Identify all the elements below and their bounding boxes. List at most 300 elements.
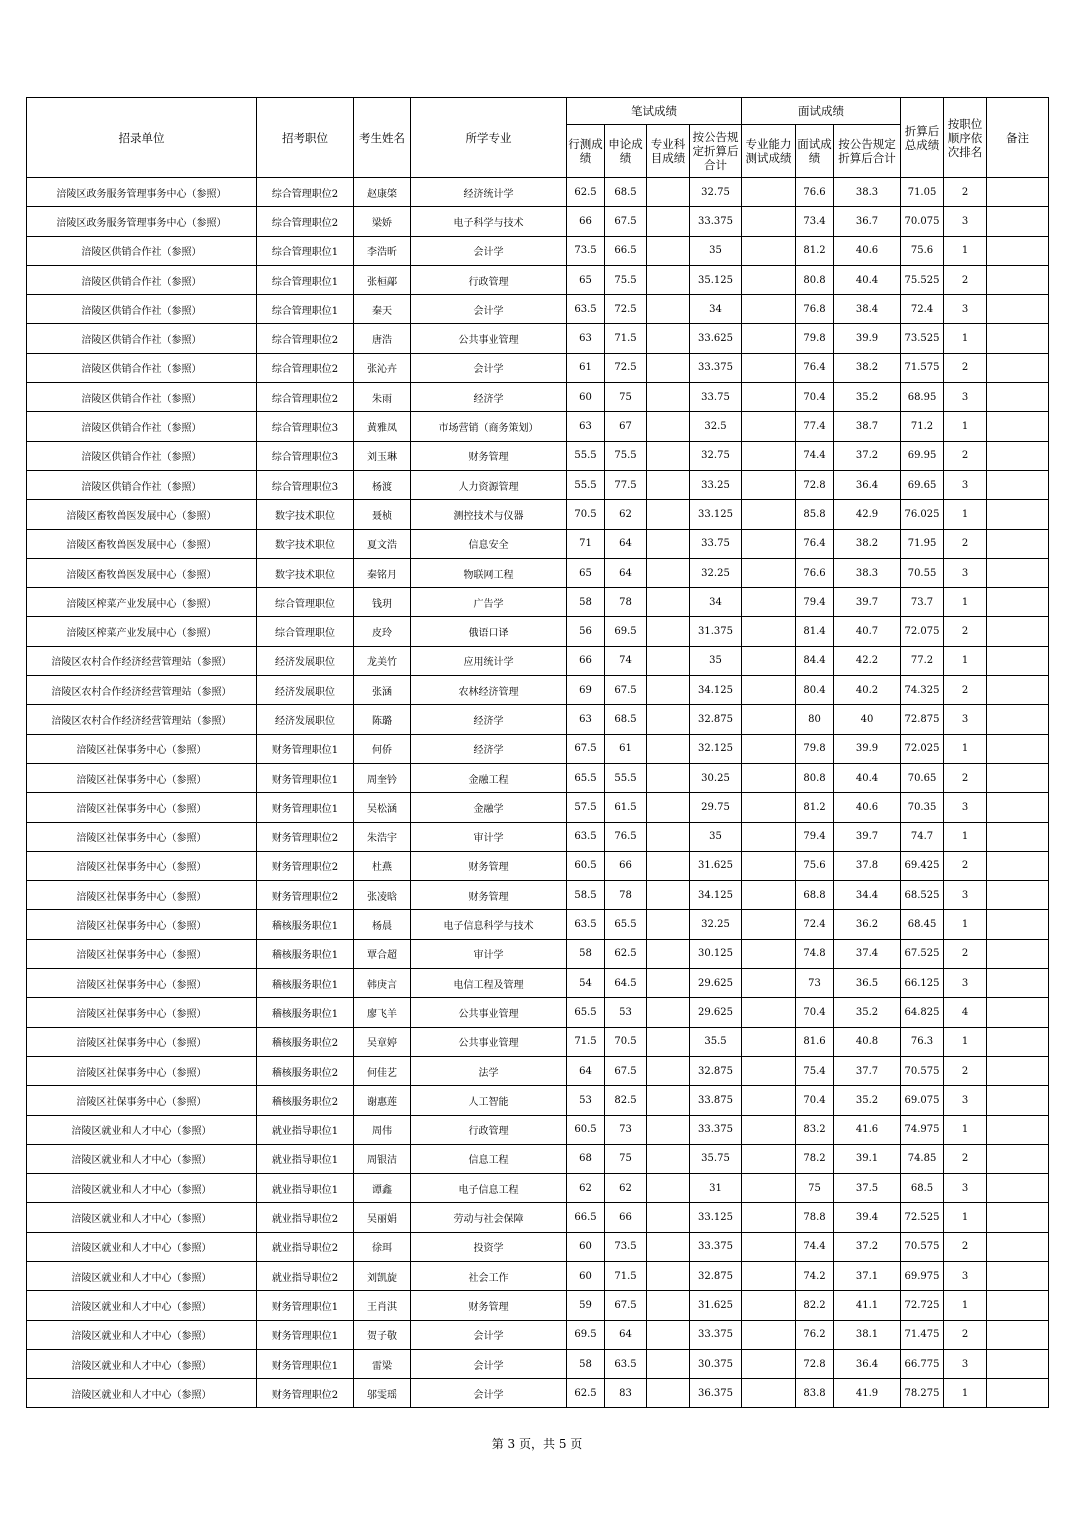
interview-cell: 76.4 xyxy=(796,353,834,382)
rank-cell: 3 xyxy=(944,705,987,734)
name-cell: 张桓鄗 xyxy=(354,265,411,294)
written-total-cell: 30.375 xyxy=(690,1349,742,1378)
ability-cell xyxy=(742,822,796,851)
name-cell: 吴章婷 xyxy=(354,1027,411,1056)
name-cell: 钱玥 xyxy=(354,588,411,617)
total-cell: 71.575 xyxy=(901,353,944,382)
xingce-cell: 62.5 xyxy=(567,178,605,207)
shenlun-cell: 67 xyxy=(605,412,647,441)
subject-cell xyxy=(647,1056,690,1085)
total-cell: 73.7 xyxy=(901,588,944,617)
interview-total-cell: 35.2 xyxy=(834,998,901,1027)
interview-cell: 81.2 xyxy=(796,236,834,265)
interview-cell: 76.4 xyxy=(796,529,834,558)
table-row xyxy=(27,793,1049,822)
interview-total-cell: 39.9 xyxy=(834,734,901,763)
interview-cell: 83.2 xyxy=(796,1115,834,1144)
rank-cell: 2 xyxy=(944,353,987,382)
subject-cell xyxy=(647,1232,690,1261)
unit-cell: 涪陵区畜牧兽医发展中心（参照） xyxy=(27,529,257,558)
shenlun-cell: 73 xyxy=(605,1115,647,1144)
rank-cell: 2 xyxy=(944,617,987,646)
score-table xyxy=(26,97,1049,1408)
name-cell: 秦天 xyxy=(354,295,411,324)
rank-cell: 2 xyxy=(944,529,987,558)
table-row xyxy=(27,851,1049,880)
interview-cell: 79.8 xyxy=(796,324,834,353)
name-cell: 谭鑫 xyxy=(354,1174,411,1203)
position-cell: 稽核服务职位2 xyxy=(257,1086,354,1115)
subject-cell xyxy=(647,851,690,880)
interview-cell: 74.2 xyxy=(796,1261,834,1290)
subject-cell xyxy=(647,1086,690,1115)
written-total-cell: 35.75 xyxy=(690,1144,742,1173)
position-cell: 数字技术职位 xyxy=(257,500,354,529)
table-row xyxy=(27,763,1049,792)
interview-cell: 72.4 xyxy=(796,910,834,939)
name-cell: 龙美竹 xyxy=(354,646,411,675)
interview-cell: 83.8 xyxy=(796,1379,834,1408)
position-cell: 综合管理职位3 xyxy=(257,470,354,499)
total-cell: 67.525 xyxy=(901,939,944,968)
interview-total-cell: 39.1 xyxy=(834,1144,901,1173)
interview-total-cell: 37.2 xyxy=(834,441,901,470)
unit-cell: 涪陵区就业和人才中心（参照） xyxy=(27,1174,257,1203)
major-cell: 物联网工程 xyxy=(411,558,567,587)
rank-cell: 3 xyxy=(944,1261,987,1290)
interview-cell: 70.4 xyxy=(796,998,834,1027)
remark-cell xyxy=(987,1261,1049,1290)
shenlun-cell: 75.5 xyxy=(605,441,647,470)
ability-cell xyxy=(742,1379,796,1408)
remark-cell xyxy=(987,1291,1049,1320)
table-row xyxy=(27,412,1049,441)
position-cell: 综合管理职位2 xyxy=(257,383,354,412)
major-cell: 公共事业管理 xyxy=(411,1027,567,1056)
major-cell: 会计学 xyxy=(411,353,567,382)
header-shenlun: 申论成绩 xyxy=(605,125,647,178)
rank-cell: 2 xyxy=(944,1232,987,1261)
total-cell: 71.475 xyxy=(901,1320,944,1349)
subject-cell xyxy=(647,705,690,734)
xingce-cell: 60 xyxy=(567,383,605,412)
position-cell: 财务管理职位1 xyxy=(257,793,354,822)
written-total-cell: 29.625 xyxy=(690,998,742,1027)
position-cell: 综合管理职位2 xyxy=(257,324,354,353)
subject-cell xyxy=(647,1291,690,1320)
major-cell: 应用统计学 xyxy=(411,646,567,675)
xingce-cell: 60.5 xyxy=(567,851,605,880)
interview-total-cell: 37.7 xyxy=(834,1056,901,1085)
written-total-cell: 32.75 xyxy=(690,441,742,470)
interview-total-cell: 34.4 xyxy=(834,881,901,910)
subject-cell xyxy=(647,881,690,910)
major-cell: 财务管理 xyxy=(411,1291,567,1320)
shenlun-cell: 64 xyxy=(605,1320,647,1349)
table-row xyxy=(27,236,1049,265)
subject-cell xyxy=(647,383,690,412)
unit-cell: 涪陵区社保事务中心（参照） xyxy=(27,851,257,880)
total-cell: 72.4 xyxy=(901,295,944,324)
position-cell: 财务管理职位2 xyxy=(257,881,354,910)
xingce-cell: 58 xyxy=(567,939,605,968)
rank-cell: 2 xyxy=(944,1320,987,1349)
major-cell: 法学 xyxy=(411,1056,567,1085)
interview-cell: 76.8 xyxy=(796,295,834,324)
position-cell: 就业指导职位1 xyxy=(257,1144,354,1173)
name-cell: 覃合超 xyxy=(354,939,411,968)
position-cell: 稽核服务职位1 xyxy=(257,998,354,1027)
xingce-cell: 53 xyxy=(567,1086,605,1115)
xingce-cell: 65 xyxy=(567,265,605,294)
shenlun-cell: 69.5 xyxy=(605,617,647,646)
xingce-cell: 63 xyxy=(567,324,605,353)
ability-cell xyxy=(742,763,796,792)
interview-total-cell: 38.1 xyxy=(834,1320,901,1349)
major-cell: 财务管理 xyxy=(411,851,567,880)
ability-cell xyxy=(742,1291,796,1320)
name-cell: 周奎钤 xyxy=(354,763,411,792)
position-cell: 经济发展职位 xyxy=(257,676,354,705)
interview-cell: 70.4 xyxy=(796,383,834,412)
total-cell: 70.575 xyxy=(901,1232,944,1261)
shenlun-cell: 66.5 xyxy=(605,236,647,265)
shenlun-cell: 73.5 xyxy=(605,1232,647,1261)
rank-cell: 3 xyxy=(944,207,987,236)
remark-cell xyxy=(987,470,1049,499)
remark-cell xyxy=(987,939,1049,968)
subject-cell xyxy=(647,793,690,822)
unit-cell: 涪陵区社保事务中心（参照） xyxy=(27,822,257,851)
major-cell: 投资学 xyxy=(411,1232,567,1261)
unit-cell: 涪陵区就业和人才中心（参照） xyxy=(27,1261,257,1290)
interview-cell: 75.6 xyxy=(796,851,834,880)
ability-cell xyxy=(742,1056,796,1085)
ability-cell xyxy=(742,910,796,939)
remark-cell xyxy=(987,1232,1049,1261)
subject-cell xyxy=(647,236,690,265)
unit-cell: 涪陵区供销合作社（参照） xyxy=(27,470,257,499)
position-cell: 稽核服务职位2 xyxy=(257,1027,354,1056)
name-cell: 朱雨 xyxy=(354,383,411,412)
name-cell: 张沁卉 xyxy=(354,353,411,382)
interview-cell: 84.4 xyxy=(796,646,834,675)
subject-cell xyxy=(647,617,690,646)
ability-cell xyxy=(742,324,796,353)
total-cell: 71.05 xyxy=(901,178,944,207)
ability-cell xyxy=(742,617,796,646)
major-cell: 人力资源管理 xyxy=(411,470,567,499)
xingce-cell: 63.5 xyxy=(567,295,605,324)
interview-total-cell: 40.4 xyxy=(834,763,901,792)
subject-cell xyxy=(647,353,690,382)
name-cell: 陈璐 xyxy=(354,705,411,734)
interview-total-cell: 37.2 xyxy=(834,1232,901,1261)
ability-cell xyxy=(742,1261,796,1290)
position-cell: 经济发展职位 xyxy=(257,646,354,675)
position-cell: 综合管理职位2 xyxy=(257,178,354,207)
xingce-cell: 71.5 xyxy=(567,1027,605,1056)
shenlun-cell: 62 xyxy=(605,500,647,529)
rank-cell: 2 xyxy=(944,939,987,968)
subject-cell xyxy=(647,939,690,968)
ability-cell xyxy=(742,1320,796,1349)
name-cell: 廖飞羊 xyxy=(354,998,411,1027)
interview-total-cell: 38.7 xyxy=(834,412,901,441)
name-cell: 聂桢 xyxy=(354,500,411,529)
total-cell: 69.975 xyxy=(901,1261,944,1290)
ability-cell xyxy=(742,470,796,499)
major-cell: 审计学 xyxy=(411,822,567,851)
name-cell: 杨晨 xyxy=(354,910,411,939)
interview-total-cell: 35.2 xyxy=(834,383,901,412)
xingce-cell: 54 xyxy=(567,969,605,998)
total-cell: 64.825 xyxy=(901,998,944,1027)
major-cell: 测控技术与仪器 xyxy=(411,500,567,529)
interview-cell: 78.8 xyxy=(796,1203,834,1232)
interview-total-cell: 37.5 xyxy=(834,1174,901,1203)
name-cell: 夏文浩 xyxy=(354,529,411,558)
written-total-cell: 31.625 xyxy=(690,1291,742,1320)
remark-cell xyxy=(987,1379,1049,1408)
written-total-cell: 35.125 xyxy=(690,265,742,294)
remark-cell xyxy=(987,324,1049,353)
interview-cell: 76.2 xyxy=(796,1320,834,1349)
name-cell: 谢惠莲 xyxy=(354,1086,411,1115)
table-row xyxy=(27,558,1049,587)
xingce-cell: 60 xyxy=(567,1232,605,1261)
unit-cell: 涪陵区供销合作社（参照） xyxy=(27,324,257,353)
xingce-cell: 65 xyxy=(567,558,605,587)
total-cell: 69.075 xyxy=(901,1086,944,1115)
written-total-cell: 32.875 xyxy=(690,1056,742,1085)
ability-cell xyxy=(742,998,796,1027)
total-cell: 71.2 xyxy=(901,412,944,441)
remark-cell xyxy=(987,1144,1049,1173)
name-cell: 秦铭月 xyxy=(354,558,411,587)
position-cell: 稽核服务职位2 xyxy=(257,1056,354,1085)
major-cell: 审计学 xyxy=(411,939,567,968)
rank-cell: 1 xyxy=(944,910,987,939)
ability-cell xyxy=(742,500,796,529)
shenlun-cell: 61.5 xyxy=(605,793,647,822)
remark-cell xyxy=(987,1027,1049,1056)
name-cell: 朱浩宇 xyxy=(354,822,411,851)
unit-cell: 涪陵区社保事务中心（参照） xyxy=(27,969,257,998)
rank-cell: 4 xyxy=(944,998,987,1027)
major-cell: 广告学 xyxy=(411,588,567,617)
table-row xyxy=(27,822,1049,851)
shenlun-cell: 67.5 xyxy=(605,1291,647,1320)
table-row xyxy=(27,1086,1049,1115)
position-cell: 就业指导职位2 xyxy=(257,1232,354,1261)
subject-cell xyxy=(647,1320,690,1349)
unit-cell: 涪陵区供销合作社（参照） xyxy=(27,236,257,265)
written-total-cell: 30.125 xyxy=(690,939,742,968)
written-total-cell: 32.875 xyxy=(690,1261,742,1290)
major-cell: 财务管理 xyxy=(411,881,567,910)
unit-cell: 涪陵区政务服务管理事务中心（参照） xyxy=(27,178,257,207)
ability-cell xyxy=(742,646,796,675)
subject-cell xyxy=(647,763,690,792)
remark-cell xyxy=(987,1203,1049,1232)
interview-cell: 81.2 xyxy=(796,793,834,822)
unit-cell: 涪陵区农村合作经济经营管理站（参照） xyxy=(27,676,257,705)
rank-cell: 3 xyxy=(944,558,987,587)
total-cell: 70.55 xyxy=(901,558,944,587)
major-cell: 经济学 xyxy=(411,383,567,412)
interview-total-cell: 36.4 xyxy=(834,470,901,499)
ability-cell xyxy=(742,178,796,207)
xingce-cell: 67.5 xyxy=(567,734,605,763)
shenlun-cell: 71.5 xyxy=(605,1261,647,1290)
table-row xyxy=(27,470,1049,499)
total-cell: 78.275 xyxy=(901,1379,944,1408)
name-cell: 张涵 xyxy=(354,676,411,705)
unit-cell: 涪陵区畜牧兽医发展中心（参照） xyxy=(27,558,257,587)
total-cell: 75.525 xyxy=(901,265,944,294)
remark-cell xyxy=(987,1349,1049,1378)
shenlun-cell: 61 xyxy=(605,734,647,763)
subject-cell xyxy=(647,470,690,499)
interview-cell: 72.8 xyxy=(796,1349,834,1378)
header-ability-test: 专业能力测试成绩 xyxy=(742,125,796,178)
xingce-cell: 63.5 xyxy=(567,822,605,851)
table-row xyxy=(27,910,1049,939)
name-cell: 梁娇 xyxy=(354,207,411,236)
header-name: 考生姓名 xyxy=(354,98,411,178)
written-total-cell: 32.5 xyxy=(690,412,742,441)
table-header xyxy=(27,98,1049,178)
remark-cell xyxy=(987,558,1049,587)
unit-cell: 涪陵区就业和人才中心（参照） xyxy=(27,1203,257,1232)
ability-cell xyxy=(742,969,796,998)
written-total-cell: 33.375 xyxy=(690,353,742,382)
unit-cell: 涪陵区社保事务中心（参照） xyxy=(27,998,257,1027)
header-position: 招考职位 xyxy=(257,98,354,178)
name-cell: 何佳艺 xyxy=(354,1056,411,1085)
unit-cell: 涪陵区社保事务中心（参照） xyxy=(27,1086,257,1115)
written-total-cell: 31.375 xyxy=(690,617,742,646)
shenlun-cell: 67.5 xyxy=(605,1056,647,1085)
shenlun-cell: 82.5 xyxy=(605,1086,647,1115)
major-cell: 行政管理 xyxy=(411,265,567,294)
rank-cell: 3 xyxy=(944,1086,987,1115)
remark-cell xyxy=(987,763,1049,792)
subject-cell xyxy=(647,822,690,851)
xingce-cell: 69.5 xyxy=(567,1320,605,1349)
remark-cell xyxy=(987,617,1049,646)
name-cell: 吴丽娟 xyxy=(354,1203,411,1232)
total-cell: 76.025 xyxy=(901,500,944,529)
position-cell: 财务管理职位2 xyxy=(257,851,354,880)
interview-total-cell: 40.6 xyxy=(834,793,901,822)
unit-cell: 涪陵区社保事务中心（参照） xyxy=(27,939,257,968)
total-cell: 74.325 xyxy=(901,676,944,705)
position-cell: 稽核服务职位1 xyxy=(257,939,354,968)
ability-cell xyxy=(742,793,796,822)
rank-cell: 2 xyxy=(944,178,987,207)
interview-cell: 78.2 xyxy=(796,1144,834,1173)
unit-cell: 涪陵区就业和人才中心（参照） xyxy=(27,1232,257,1261)
unit-cell: 涪陵区榨菜产业发展中心（参照） xyxy=(27,588,257,617)
subject-cell xyxy=(647,1379,690,1408)
xingce-cell: 66 xyxy=(567,207,605,236)
shenlun-cell: 75 xyxy=(605,383,647,412)
xingce-cell: 60 xyxy=(567,1261,605,1290)
table-row xyxy=(27,1379,1049,1408)
unit-cell: 涪陵区供销合作社（参照） xyxy=(27,383,257,412)
unit-cell: 涪陵区社保事务中心（参照） xyxy=(27,881,257,910)
rank-cell: 1 xyxy=(944,588,987,617)
unit-cell: 涪陵区榨菜产业发展中心（参照） xyxy=(27,617,257,646)
xingce-cell: 55.5 xyxy=(567,470,605,499)
shenlun-cell: 62 xyxy=(605,1174,647,1203)
xingce-cell: 64 xyxy=(567,1056,605,1085)
position-cell: 综合管理职位3 xyxy=(257,412,354,441)
subject-cell xyxy=(647,1203,690,1232)
position-cell: 综合管理职位2 xyxy=(257,207,354,236)
unit-cell: 涪陵区就业和人才中心（参照） xyxy=(27,1291,257,1320)
table-row xyxy=(27,295,1049,324)
xingce-cell: 58 xyxy=(567,588,605,617)
remark-cell xyxy=(987,734,1049,763)
table-row xyxy=(27,529,1049,558)
major-cell: 电子科学与技术 xyxy=(411,207,567,236)
unit-cell: 涪陵区就业和人才中心（参照） xyxy=(27,1349,257,1378)
rank-cell: 3 xyxy=(944,1174,987,1203)
written-total-cell: 29.75 xyxy=(690,793,742,822)
total-cell: 73.525 xyxy=(901,324,944,353)
shenlun-cell: 78 xyxy=(605,881,647,910)
unit-cell: 涪陵区供销合作社（参照） xyxy=(27,412,257,441)
header-written: 笔试成绩 xyxy=(567,98,742,125)
remark-cell xyxy=(987,500,1049,529)
ability-cell xyxy=(742,1174,796,1203)
interview-cell: 80.8 xyxy=(796,265,834,294)
table-row xyxy=(27,1349,1049,1378)
name-cell: 雷梁 xyxy=(354,1349,411,1378)
position-cell: 综合管理职位3 xyxy=(257,441,354,470)
interview-total-cell: 35.2 xyxy=(834,1086,901,1115)
unit-cell: 涪陵区社保事务中心（参照） xyxy=(27,1027,257,1056)
shenlun-cell: 83 xyxy=(605,1379,647,1408)
remark-cell xyxy=(987,1115,1049,1144)
unit-cell: 涪陵区就业和人才中心（参照） xyxy=(27,1115,257,1144)
interview-cell: 74.4 xyxy=(796,1232,834,1261)
header-interview-score: 面试成绩 xyxy=(796,125,834,178)
interview-total-cell: 37.4 xyxy=(834,939,901,968)
unit-cell: 涪陵区畜牧兽医发展中心（参照） xyxy=(27,500,257,529)
total-cell: 72.075 xyxy=(901,617,944,646)
unit-cell: 涪陵区社保事务中心（参照） xyxy=(27,1056,257,1085)
xingce-cell: 69 xyxy=(567,676,605,705)
ability-cell xyxy=(742,353,796,382)
major-cell: 会计学 xyxy=(411,295,567,324)
position-cell: 财务管理职位1 xyxy=(257,1349,354,1378)
interview-cell: 74.8 xyxy=(796,939,834,968)
header-interview-total: 按公告规定折算后合计 xyxy=(834,125,901,178)
interview-cell: 80.4 xyxy=(796,676,834,705)
unit-cell: 涪陵区供销合作社（参照） xyxy=(27,441,257,470)
written-total-cell: 33.375 xyxy=(690,1115,742,1144)
written-total-cell: 33.875 xyxy=(690,1086,742,1115)
remark-cell xyxy=(987,881,1049,910)
rank-cell: 1 xyxy=(944,412,987,441)
interview-total-cell: 42.2 xyxy=(834,646,901,675)
shenlun-cell: 68.5 xyxy=(605,178,647,207)
position-cell: 就业指导职位2 xyxy=(257,1203,354,1232)
